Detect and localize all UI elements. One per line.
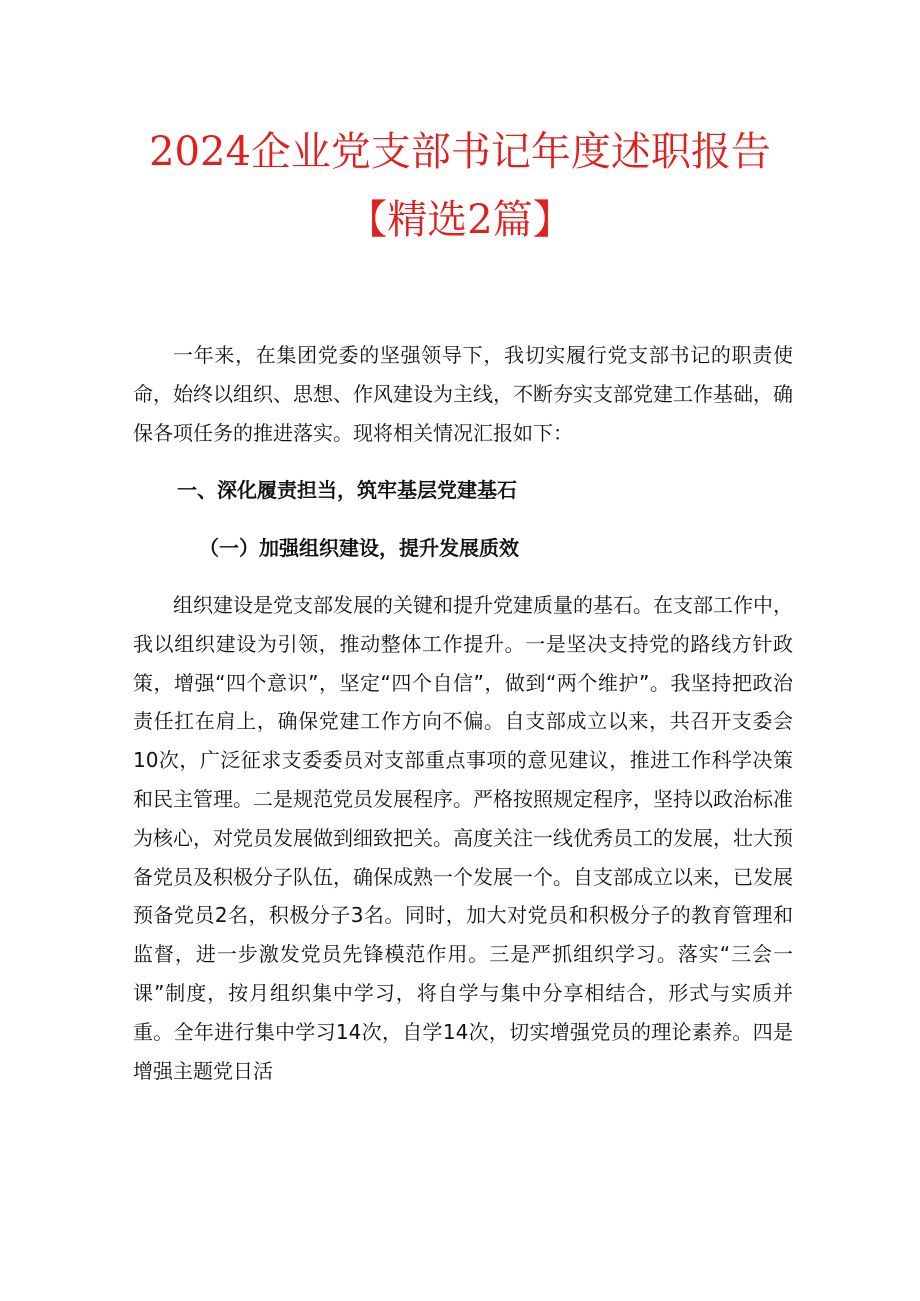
subsection-heading: （一）加强组织建设，提升发展质效 [199, 536, 519, 560]
document-subtitle: 【精选2篇】 [347, 197, 573, 243]
document-title: 2024企业党支部书记年度述职报告 [149, 129, 771, 175]
body-paragraph: 组织建设是党支部发展的关键和提升党建质量的基石。在支部工作中，我以组织建设为引领，推动整体工作提升。一是坚决支持党的路线方针政策，增强“四个意识”，坚定“四个自信”，做到“两个维护”。我坚持把政治责任扛在肩上，确保党建工作方向不偏。自支部成立以来，共召开支委会10次，广泛征求支委委员对支部重点事项的意见建议，推进工作科学决策和民主管理。二是规范党员发展程序。严格按照规定程序，坚持以政治标准为核心，对党员发展做到细致把关。高度关注一线优秀员工的发展，壮大预备党员及积极分子队伍，确保成熟一个发展一个。自支部成立以来，已发展预备党员2名，积极分子3名。同时，加大对党员和积极分子的教育管理和监督，进一步激发党员先锋模范作用。三是严抓组织学习。落实“三会一课”制度，按月组织集中学习，将自学与集中分享相结合，形式与实质并重。全年进行集中学习14次，自学14次，切实增强党员的理论素养。四是增强主题党日活 [133, 593, 793, 1083]
intro-paragraph: 一年来，在集团党委的坚强领导下，我切实履行党支部书记的职责使命，始终以组织、思想、作风建设为主线，不断夯实支部党建工作基础，确保各项任务的推进落实。现将相关情况汇报如下： [133, 343, 793, 445]
document-body [133, 336, 793, 1090]
section-heading: 一、深化履责担当，筑牢基层党建基石 [177, 478, 517, 502]
